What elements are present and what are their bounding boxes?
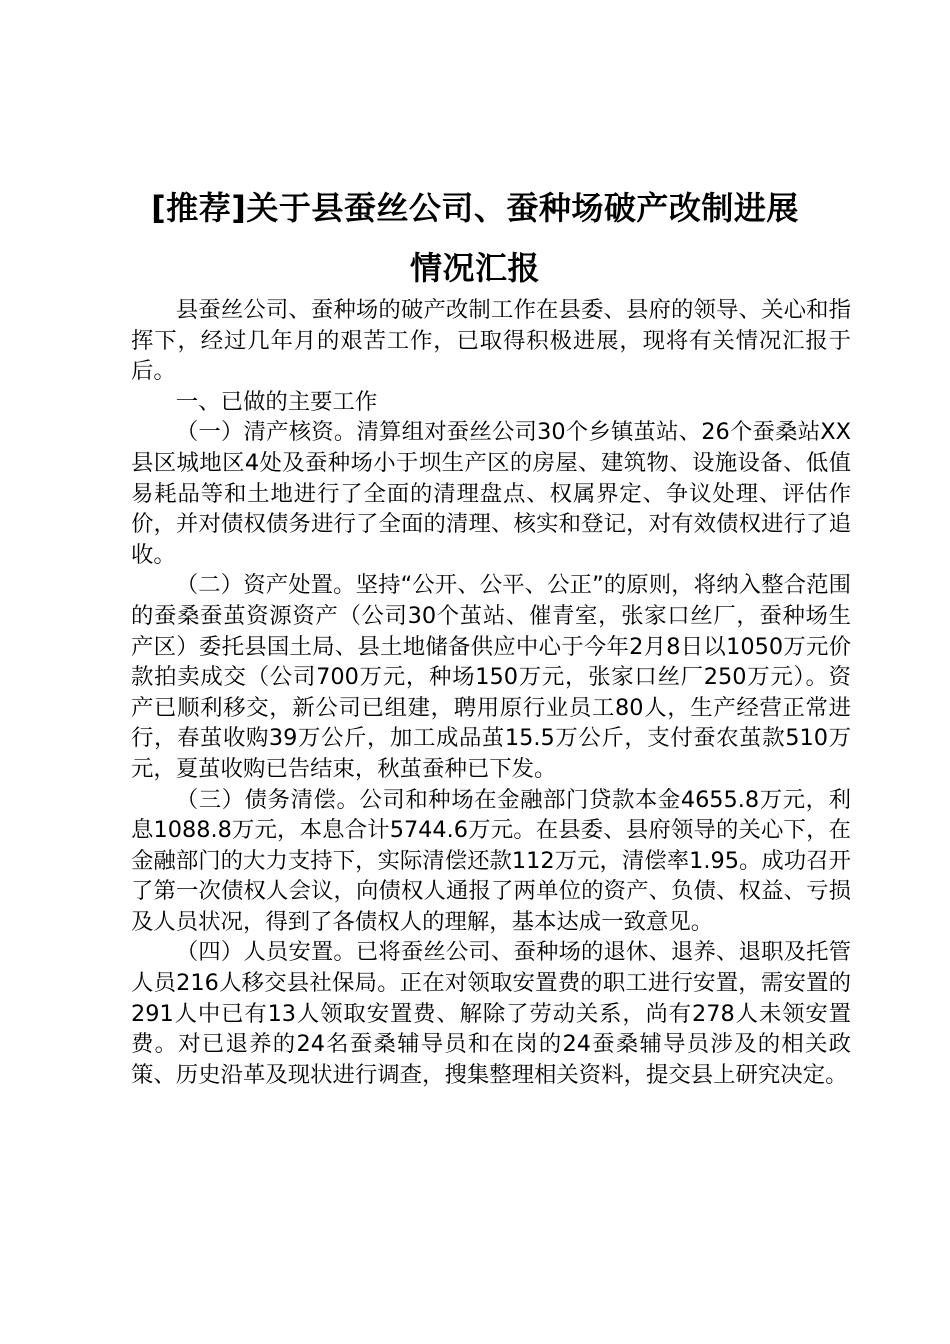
paragraph-asset-disposal: （二）资产处置。坚持“公开、公平、公正”的原则，将纳入整合范围的蚕桑蚕茧资源资产（公司30个茧站、催青室，张家口丝厂，蚕种场生产区）委托县国土局、县土地储备供应中心于今年2月8日以1050万元价款拍卖成交（公司700万元，种场150万元，张家口丝厂250万元）。资产已顺利移交，新公司已组建，聘用原行业员工80人，生产经营正常进行，春茧收购39万公斤，加工成品茧15.5万公斤，支付蚕农茧款510万元，夏茧收购已告结束，秋茧蚕种已下发。 — [131, 572, 851, 782]
intro-paragraph: 县蚕丝公司、蚕种场的破产改制工作在县委、县府的领导、关心和指挥下，经过几年月的艰苦工作，已取得积极进展，现将有关情况汇报于后。 — [131, 297, 851, 385]
document-body — [131, 295, 851, 1090]
title-line-2: 情况汇报 — [409, 249, 540, 287]
paragraph-debt-repayment: （三）债务清偿。公司和种场在金融部门贷款本金4655.8万元，利息1088.8万元，本息合计5744.6万元。在县委、县府领导的关心下，在金融部门的大力支持下，实际清偿还款112万元，清偿率1.95。成功召开了第一次债权人会议，向债权人通报了两单位的资产、负债、权益、亏损及人员状况，得到了各债权人的理解，基本达成一致意见。 — [131, 786, 851, 935]
section-heading: 一、已做的主要工作 — [175, 388, 378, 415]
title-line-1: [推荐]关于县蚕丝公司、蚕种场破产改制进展 — [151, 189, 799, 227]
paragraph-asset-verification: （一）清产核资。清算组对蚕丝公司30个乡镇茧站、26个蚕桑站XX县区城地区4处及蚕种场小于坝生产区的房屋、建筑物、设施设备、低值易耗品等和土地进行了全面的清理盘点、权属界定、争议处理、评估作价，并对债权债务进行了全面的清理、核实和登记，对有效债权进行了追收。 — [131, 419, 851, 568]
document-title — [120, 178, 830, 298]
paragraph-staff-placement: （四）人员安置。已将蚕丝公司、蚕种场的退休、退养、退职及托管人员216人移交县社保局。正在对领取安置费的职工进行安置，需安置的291人中已有13人领取安置费、解除了劳动关系，尚有278人未领安置费。对已退养的24名蚕桑辅导员和在岗的24蚕桑辅导员涉及的相关政策、历史沿革及现状进行调查，搜集整理相关资料，提交县上研究决定。 — [131, 939, 851, 1088]
